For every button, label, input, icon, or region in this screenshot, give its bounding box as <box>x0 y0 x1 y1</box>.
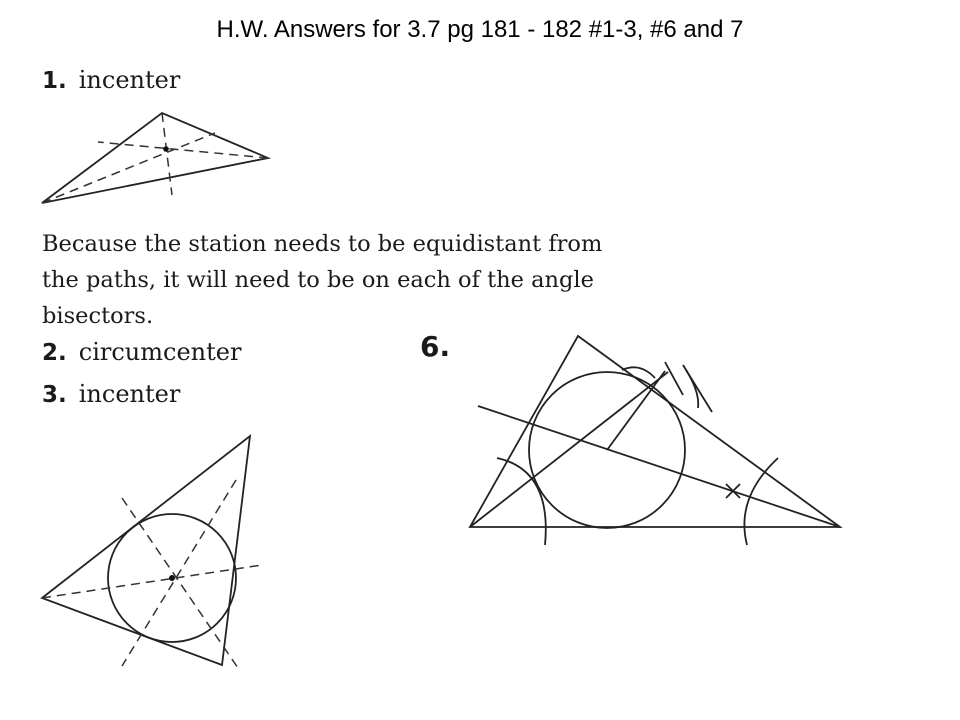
explanation-line: bisectors. <box>42 303 154 329</box>
bisector-1b <box>162 113 172 195</box>
figure-6-construction <box>470 336 840 545</box>
bisector-1a <box>42 133 215 203</box>
figure-1-incenter-triangle <box>42 113 268 203</box>
arc-6d <box>665 362 683 395</box>
answer-2-text: circumcenter <box>78 338 242 366</box>
answer-3-text: incenter <box>78 380 181 408</box>
triangle-3 <box>42 436 250 665</box>
bisector-1c <box>98 142 268 158</box>
bisector-3c <box>122 480 236 666</box>
answer-1-number: 1. <box>42 68 67 94</box>
incenter-point-1 <box>163 146 169 152</box>
answer-2-number: 2. <box>42 340 67 366</box>
problem-6-number: 6. <box>420 330 451 363</box>
slide-title: H.W. Answers for 3.7 pg 181 - 182 #1-3, #6 and 7 <box>216 16 744 43</box>
answer-1-text: incenter <box>78 66 181 94</box>
bisector-6a <box>470 372 668 527</box>
cross-mark-6 <box>726 484 740 498</box>
perpendicular-6 <box>607 371 665 450</box>
bisector-3a <box>42 565 262 598</box>
figure-3-incircle-triangle <box>42 436 262 668</box>
arc-6a <box>497 458 546 545</box>
arc-6f <box>686 370 698 408</box>
explanation-line: Because the station needs to be equidistant from <box>42 231 603 257</box>
incenter-point-3 <box>169 575 175 581</box>
triangle-6 <box>470 336 840 527</box>
explanation-line: the paths, it will need to be on each of the angle <box>42 267 594 293</box>
answer-3-number: 3. <box>42 382 67 408</box>
